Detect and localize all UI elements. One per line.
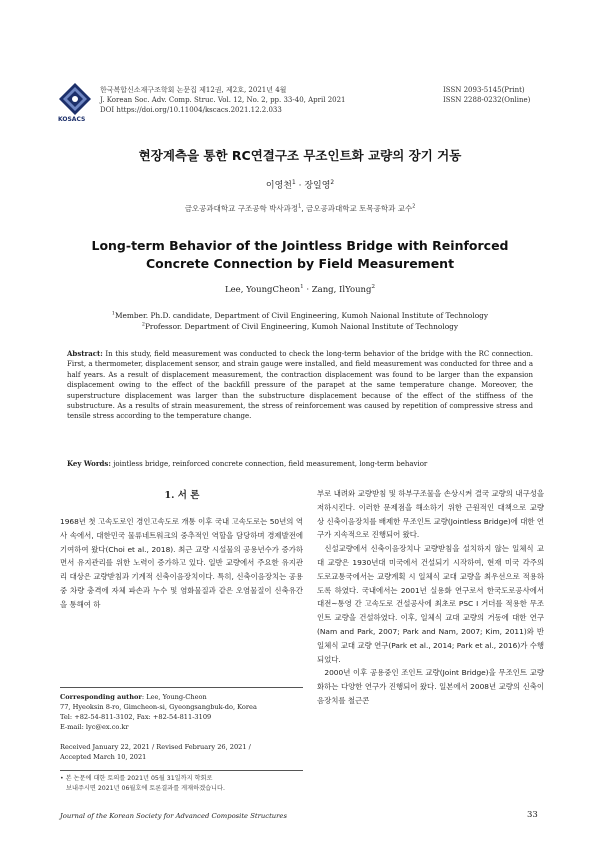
author-sep-ko: ·: [298, 181, 302, 191]
section-title: 1. 서 론: [164, 490, 200, 501]
right-paragraph-2: 신설교량에서 신축이음장치나 교량받침을 설치하지 않는 일체식 교대 교량은 1930년대 미국에서 건설되기 시작하여, 현재 미국 각주의 도로교통국에서는 교량계획 시 일체식 교대 교량을 최우선으로 적용하도록 하였다. 국내에서는 2001년 실용화 연구로서 한국도로공사에서 대전~통영 간 고속도로 건설공사에 최초로 PSC I 거더를 적용한 무조인트 교량을 건설하였다. 이후, 일체식 교대 교량의 거동에 대한 연구(Nam and Park, 2007; Park and Nam, 2007; Kim, 2011)와 반일체식 교대 교량 연구(Park et al., 2014; Park et al., 2016)가 수행되었다.: [317, 544, 544, 664]
issn-print: ISSN 2093-5145(Print): [443, 86, 525, 94]
footer-journal: Journal of the Korean Society for Advanced Composite Structures: [60, 812, 287, 820]
page-number: 33: [527, 810, 538, 820]
affil1-en: Member. Ph.D. candidate, Department of Civil Engineering, Kumoh Naional Institute of Technology: [114, 311, 489, 320]
author2-en: Zang, IlYoung: [311, 285, 372, 295]
affiliation-korean: 금오공과대학교 구조공학 박사과정$^1$, 금오공과대학교 토목공학과 교수$^2$: [184, 203, 416, 213]
issn-online: ISSN 2288-0232(Online): [443, 96, 531, 104]
note-line2: 보내주시면 2021년 06월호에 토론결과를 게재하겠습니다.: [66, 784, 225, 792]
title-english: Long-term Behavior of the Jointless Bridge with Reinforced Concrete Connection by Field Measurement: [91, 238, 509, 271]
affil1-ko: 금오공과대학교 구조공학 박사과정: [184, 204, 299, 213]
corr-email: E-mail: lyc@ex.co.kr: [60, 723, 129, 731]
left-column-text: [60, 515, 303, 612]
affil2-ko: 금오공과대학교 토목공학과 교수: [306, 204, 413, 213]
title-korean: 현장계측을 통한 RC연결구조 무조인트화 교량의 장기 거동: [138, 148, 462, 163]
corr-label: Corresponding author: [60, 693, 142, 701]
received-line2: Accepted March 10, 2021: [60, 753, 147, 761]
affil-sep-ko: ,: [301, 204, 307, 213]
right-column-text: [317, 487, 544, 708]
author1-ko: 이영천: [265, 181, 292, 191]
right-paragraph-1: 부로 내려와 교량받침 및 하부구조물을 손상시켜 결국 교량의 내구성을 저하시킨다. 이러한 문제점을 해소하기 위한 근원적인 대책으로 교량 상 신축이음장치를 배제한 무조인트 교량(Jointless Bridge)에 대한 연구가 지속적으로 진행되어 왔다.: [317, 489, 544, 540]
corresponding-author: [60, 687, 303, 732]
affiliation-english: $^1$Member. Ph.D. candidate, Department of Civil Engineering, Kumoh Naional Institute of Technology $^2$Professor. Department of Civil Engineering, Kumoh Naional Institute of Technology: [111, 311, 489, 331]
abstract: [67, 349, 533, 422]
journal-english-line: J. Korean Soc. Adv. Comp. Struc. Vol. 12, No. 2, pp. 33-40, April 2021: [100, 96, 346, 104]
authors-english: Lee, YoungCheon$^1$ · Zang, IlYoung$^2$: [225, 284, 375, 295]
right-paragraph-3: 2000년 이후 공용중인 조인트 교량(Joint Bridge)을 무조인트 교량화하는 다양한 연구가 진행되어 왔다. 일본에서 2008년 교량의 신축이음장치를 철근콘: [317, 668, 544, 705]
received-line1: Received January 22, 2021 / Revised February 26, 2021 /: [60, 743, 251, 751]
corr-address: 77, Hyeoksin 8-ro, Gimcheon-si, Gyeongsangbuk-do, Korea: [60, 703, 257, 711]
authors-korean: 이영천$^1$ · 장일영$^2$: [265, 180, 335, 191]
kosacs-logo-icon: [58, 82, 92, 116]
intro-paragraph: 1968년 첫 고속도로인 경인고속도로 개통 이후 국내 고속도로는 50년의 역사 속에서, 대한민국 물류네트워크의 중추적인 역할을 담당하며 경제발전에 기여하여 왔다(Choi et al., 2018). 최근 교량 시설물의 공용년수가 증가하면서 유지관리를 위한 노력이 증가하고 있다. 일반 교량에서 주요한 유지관리 대상은 교량받침과 기계적 신축이음장치이다. 특히, 신축이음장치는 공용중 차량 충격에 자체 파손과 누수 및 염화물질과 같은 오염물질이 신축유간을 통해여 하: [60, 517, 303, 609]
keywords-label: Key Words:: [67, 459, 111, 468]
abstract-label: Abstract:: [67, 349, 103, 358]
note-line1: • 본 논문에 대한 토의를 2021년 05월 31일까지 학회로: [60, 775, 213, 782]
author-sep-en: ·: [306, 285, 310, 295]
keywords-text: jointless bridge, reinforced concrete connection, field measurement, long-term behavior: [113, 460, 428, 468]
author1-en: Lee, YoungCheon: [225, 285, 301, 295]
corr-name: : Lee, Young-Cheon: [141, 693, 207, 701]
corr-tel: Tel: +82-54-811-3102, Fax: +82-54-811-3109: [60, 713, 212, 721]
doi-line: DOI https://doi.org/10.11004/kscacs.2021.12.2.033: [100, 106, 282, 114]
affil2-en: Professor. Department of Civil Engineering, Kumoh Naional Institute of Technology: [144, 322, 459, 331]
discussion-note: [60, 770, 303, 793]
author2-ko: 장일영: [304, 181, 331, 191]
logo-text: KOSACS: [58, 116, 86, 123]
keywords: [67, 459, 533, 469]
abstract-text: In this study, field measurement was conducted to check the long-term behavior of the bridge with the RC connection. First, a thermometer, displacement sensor, and strain gauge were installed, and field measurement was conducted for three and a half years. As a result of displacement measurement, the contraction displacement was found to be larger than the expansion displacement owing to the effect of the backfill pressure of the parapet at the same temperature change. Moreover, the superstructure displacement was larger than the substructure displacement because of the effect of the stiffness of the substructure. As a results of strain measurement, the stress of reinforcement was caused by repetition of compressive stress and tensile stress according to the temperature change.: [67, 350, 533, 421]
journal-korean-line: 한국복합신소재구조학회 논문집 제12권, 제2호, 2021년 4월: [100, 86, 287, 94]
received-dates: [60, 742, 303, 762]
